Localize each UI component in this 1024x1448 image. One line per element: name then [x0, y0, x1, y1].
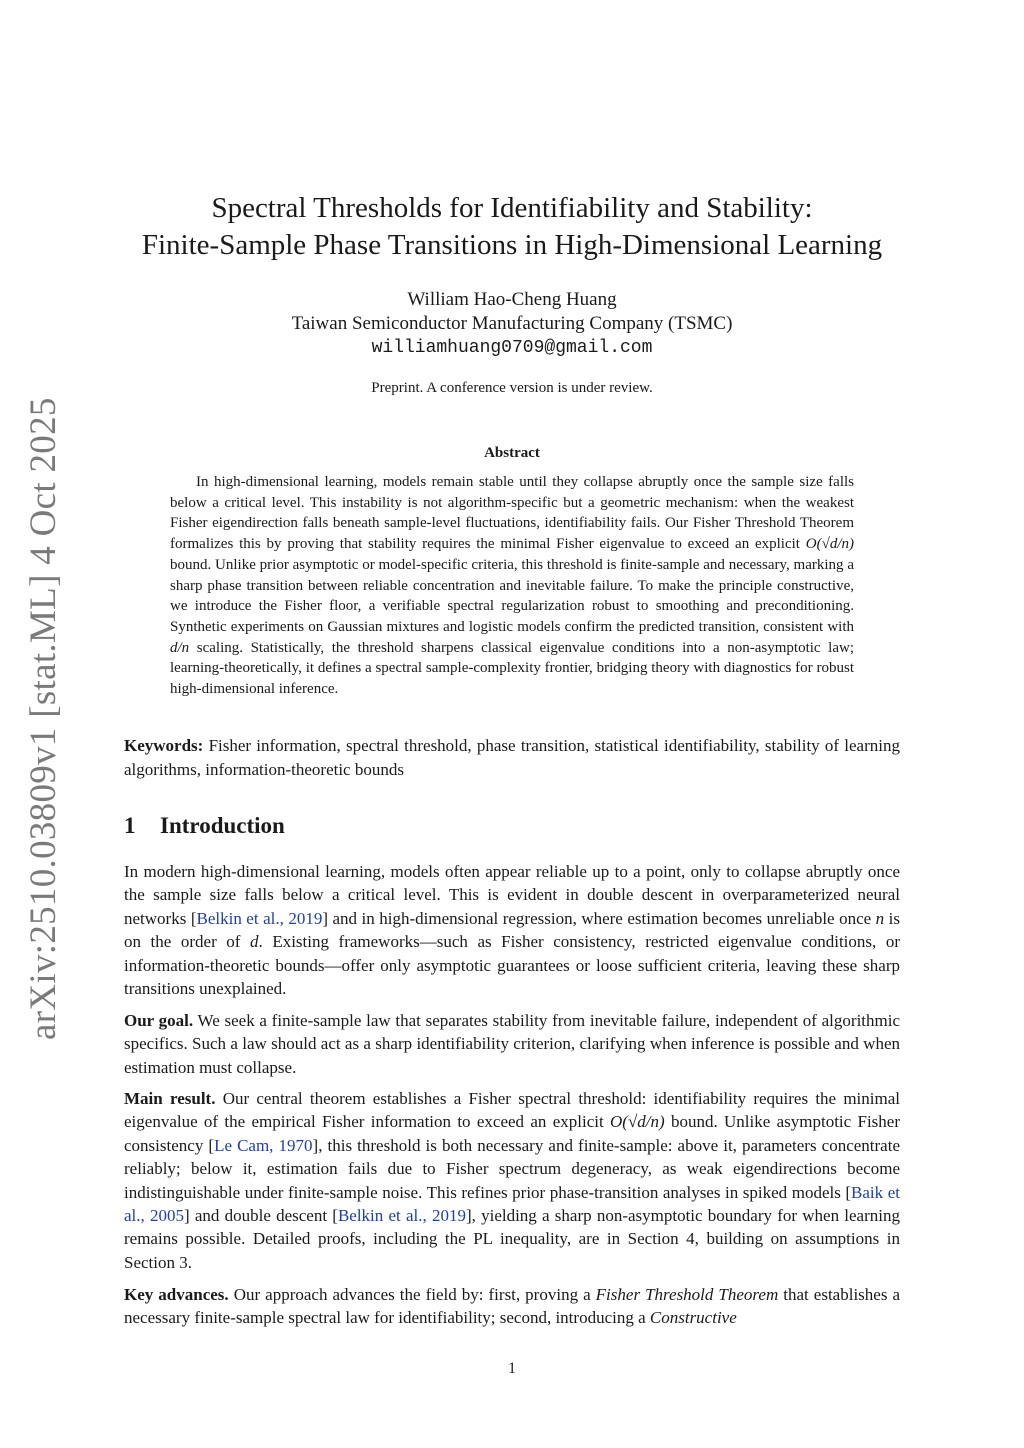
author-name: William Hao-Cheng Huang: [407, 289, 617, 310]
main-result-text-d: ] and double descent [: [183, 1206, 338, 1226]
intro-paragraph-1: [124, 860, 900, 1000]
key-advances-emphasis-2: Constructive: [649, 1308, 737, 1328]
intro-paragraph-main-result: [124, 1087, 900, 1274]
math-d: d: [250, 932, 259, 952]
section-heading-introduction: [124, 813, 724, 839]
key-advances-emphasis-1: Fisher Threshold Theorem: [595, 1285, 779, 1304]
intro-p1-text-a: In modern high-dimensional learning, models often appear reliable up to a point, only to collapse abruptly once the sample size falls below a critical level. This is evident in double descent in overparameterized neural networks [: [124, 862, 900, 928]
key-advances-text-a: Our approach advances the field by: first, proving a: [228, 1285, 596, 1304]
main-result-text-c: ], this threshold is both necessary and finite-sample: above it, parameters concentrate reliably; below it, estimation fails due to Fisher spectrum degeneracy, as weak eigendirections become indistinguishable under finite-sample noise. This refines prior phase-transition analyses in spiked models [: [124, 1135, 900, 1202]
citation-belkin-2019[interactable]: Belkin et al., 2019: [196, 908, 323, 928]
abstract-math-ratio: d/n: [170, 639, 190, 656]
section-number: 1: [124, 813, 136, 838]
keywords: [124, 734, 900, 781]
main-result-text-b: bound. Unlike asymptotic Fisher consistency [: [124, 1112, 900, 1155]
page-number: 1: [508, 1360, 516, 1377]
section-title: Introduction: [160, 813, 285, 838]
title-line-2: Finite-Sample Phase Transitions in High-Dimensional Learning: [141, 229, 883, 261]
abstract-math-bound: O(√d/n): [805, 536, 854, 553]
keywords-text: Fisher information, spectral threshold, phase transition, statistical identifiability, stability of learning algorithms, information-theoretic bounds: [124, 736, 900, 779]
abstract-heading: Abstract: [484, 445, 540, 461]
intro-p1-text-b: ] and in high-dimensional regression, where estimation becomes unreliable once: [322, 908, 876, 928]
citation-le-cam-1970[interactable]: Le Cam, 1970: [214, 1135, 313, 1155]
paper-title: [0, 190, 1024, 264]
abstract-paragraph: [170, 472, 854, 700]
citation-belkin-2019-second[interactable]: Belkin et al., 2019: [337, 1206, 466, 1226]
abstract-body: [170, 472, 854, 700]
abstract-text-1: In high-dimensional learning, models remain stable until they collapse abruptly once the sample size falls below a critical level. This instability is not algorithm-specific but a geometric mechanism: when the weakest Fisher eigendirection falls beneath sample-level fluctuations, identifiability fails. Our Fisher Threshold Theorem formalizes this by proving that stability requires the minimal Fisher eigenvalue to exceed an explicit: [170, 474, 854, 553]
abstract-text-2: bound. Unlike prior asymptotic or model-specific criteria, this threshold is finite-sample and necessary, marking a sharp phase transition between reliable concentration and inevitable failure. To make the principle constructive, we introduce the Fisher floor, a verifiable spectral regularization robust to smoothing and preconditioning. Synthetic experiments on Gaussian mixtures and logistic models confirm the predicted transition, consistent with: [170, 556, 854, 635]
abstract-text-3: scaling. Statistically, the threshold sharpens classical eigenvalue conditions into a non-asymptotic law; learning-theoretically, it defines a spectral sample-complexity frontier, bridging theory with diagnostics for robust high-dimensional inference.: [170, 639, 854, 698]
author-block: [0, 288, 1024, 360]
intro-p1-text-d: . Existing frameworks—such as Fisher consistency, restricted eigenvalue conditions, or information-theoretic bounds—offer only asymptotic guarantees or loose sufficient criteria, leaving these sharp transitions unexplained.: [124, 932, 900, 999]
intro-paragraph-our-goal: [124, 1009, 900, 1079]
main-result-text-a: Our central theorem establishes a Fisher spectral threshold: identifiability requires the minimal eigenvalue of the empirical Fisher information to exceed an explicit: [124, 1089, 900, 1132]
intro-paragraph-key-advances: [124, 1283, 900, 1330]
intro-p1-text-c: is on the order of: [124, 908, 901, 952]
key-advances-label: Key advances.: [124, 1285, 229, 1304]
key-advances-text-b: that establishes a necessary finite-sample spectral law for identifiability; second, introducing a: [124, 1285, 901, 1328]
author-affiliation: Taiwan Semiconductor Manufacturing Company (TSMC): [291, 313, 733, 334]
our-goal-label: Our goal.: [124, 1011, 194, 1030]
math-n: n: [875, 908, 885, 928]
main-result-text-e: ], yielding a sharp non-asymptotic boundary for when learning remains possible. Detailed proofs, including the PL inequality, are in Section 4, building on assumptions in Section 3.: [124, 1206, 900, 1272]
title-line-1: Spectral Thresholds for Identifiability and Stability:: [211, 192, 813, 224]
our-goal-text: We seek a finite-sample law that separates stability from inevitable failure, independent of algorithmic specifics. Such a law should act as a sharp identifiability criterion, clarifying when inference is possible and when estimation must collapse.: [124, 1011, 901, 1077]
main-result-label: Main result.: [124, 1089, 216, 1108]
preprint-note: Preprint. A conference version is under review.: [371, 380, 653, 396]
math-bound: O(√d/n): [610, 1112, 665, 1132]
arxiv-identifier-stamp: arXiv:2510.03809v1 [stat.ML] 4 Oct 2025: [23, 397, 64, 1040]
author-email[interactable]: williamhuang0709@gmail.com: [371, 338, 653, 358]
citation-baik-2005[interactable]: Baik et al., 2005: [124, 1182, 900, 1226]
keywords-label: Keywords:: [124, 736, 204, 755]
